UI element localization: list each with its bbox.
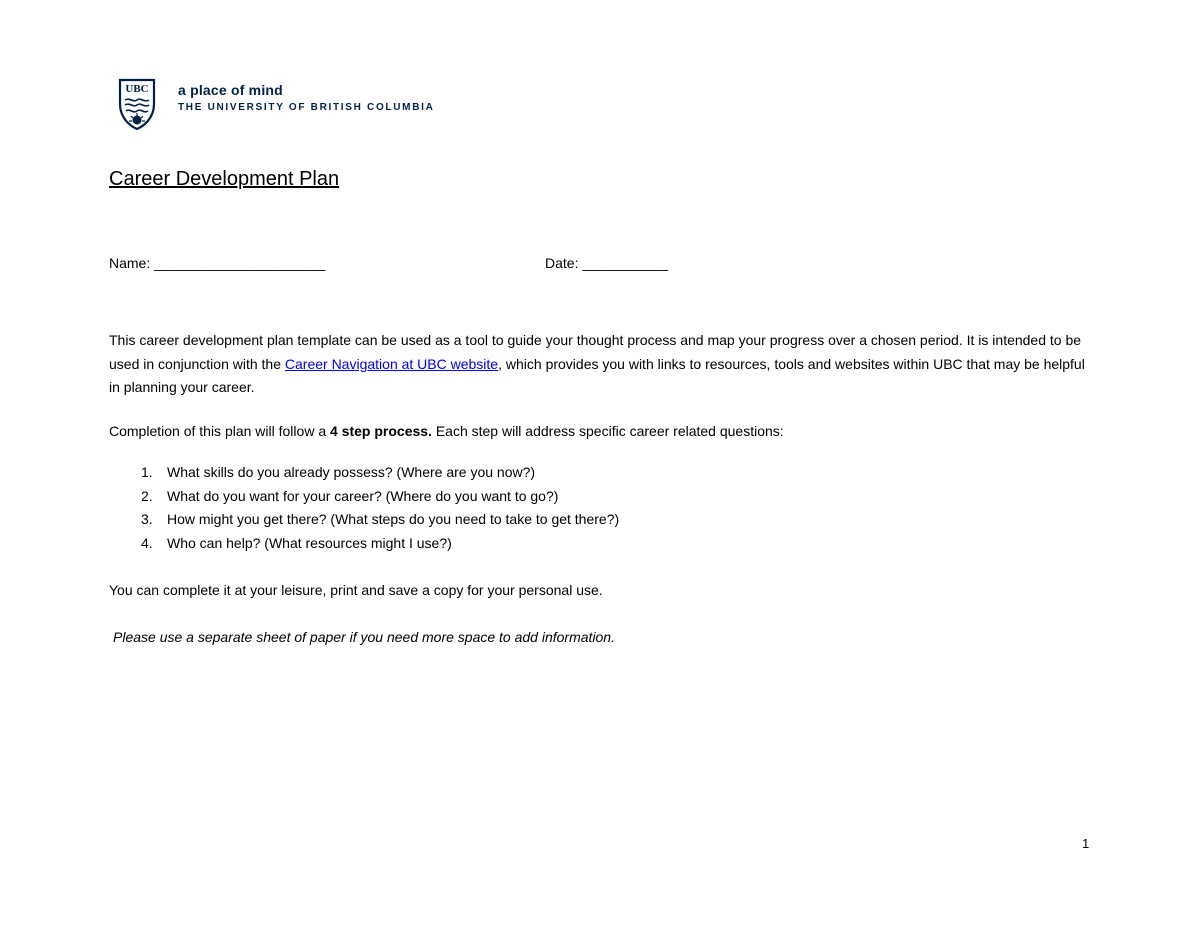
completion-text-end: Each step will address specific career related questions: bbox=[431, 423, 784, 439]
page-title: Career Development Plan bbox=[109, 168, 340, 190]
date-field: Date: ___________ bbox=[545, 255, 668, 271]
completion-bold: 4 step process. bbox=[330, 423, 432, 439]
completion-paragraph bbox=[109, 421, 784, 441]
step-number: 1. bbox=[141, 464, 153, 480]
list-item bbox=[109, 461, 619, 485]
step-text: What do you want for your career? (Where do you want to go?) bbox=[167, 487, 559, 504]
ubc-logo bbox=[118, 78, 435, 130]
step-text: Who can help? (What resources might I use?) bbox=[167, 534, 452, 551]
intro-paragraph bbox=[109, 329, 1089, 400]
completion-text-start: Completion of this plan will follow a bbox=[109, 423, 330, 439]
step-number: 2. bbox=[141, 487, 153, 504]
tagline: a place of mind bbox=[178, 82, 283, 98]
step-text: What skills do you already possess? (Where are you now?) bbox=[167, 464, 536, 480]
career-navigation-link[interactable]: Career Navigation at UBC website bbox=[284, 355, 499, 372]
tagline-block bbox=[178, 82, 435, 114]
list-item bbox=[109, 532, 619, 556]
ubc-crest-icon bbox=[118, 78, 156, 130]
intro-text-start: This career development plan template can be used as a tool to guide your thought process and map your progress over a chosen period. It is intended to be used in conjunction with the bbox=[109, 332, 1082, 372]
crest-text: UBC bbox=[125, 83, 149, 95]
university-name: THE UNIVERSITY OF BRITISH COLUMBIA bbox=[178, 102, 435, 113]
step-number: 3. bbox=[141, 511, 153, 527]
name-field: Name: ______________________ bbox=[109, 255, 326, 271]
step-text: How might you get there? (What steps do you need to take to get there?) bbox=[167, 511, 620, 527]
page-number: 1 bbox=[1082, 836, 1090, 851]
note-paragraph: Please use a separate sheet of paper if you need more space to add information. bbox=[113, 629, 615, 645]
leisure-paragraph: You can complete it at your leisure, print and save a copy for your personal use. bbox=[109, 582, 603, 598]
intro-text-end: , which provides you with links to resources, tools and websites within UBC that may be helpful in planning your career. bbox=[109, 355, 1085, 395]
steps-list bbox=[109, 461, 619, 555]
list-item bbox=[109, 508, 619, 532]
list-item bbox=[109, 485, 619, 509]
step-number: 4. bbox=[141, 534, 153, 551]
